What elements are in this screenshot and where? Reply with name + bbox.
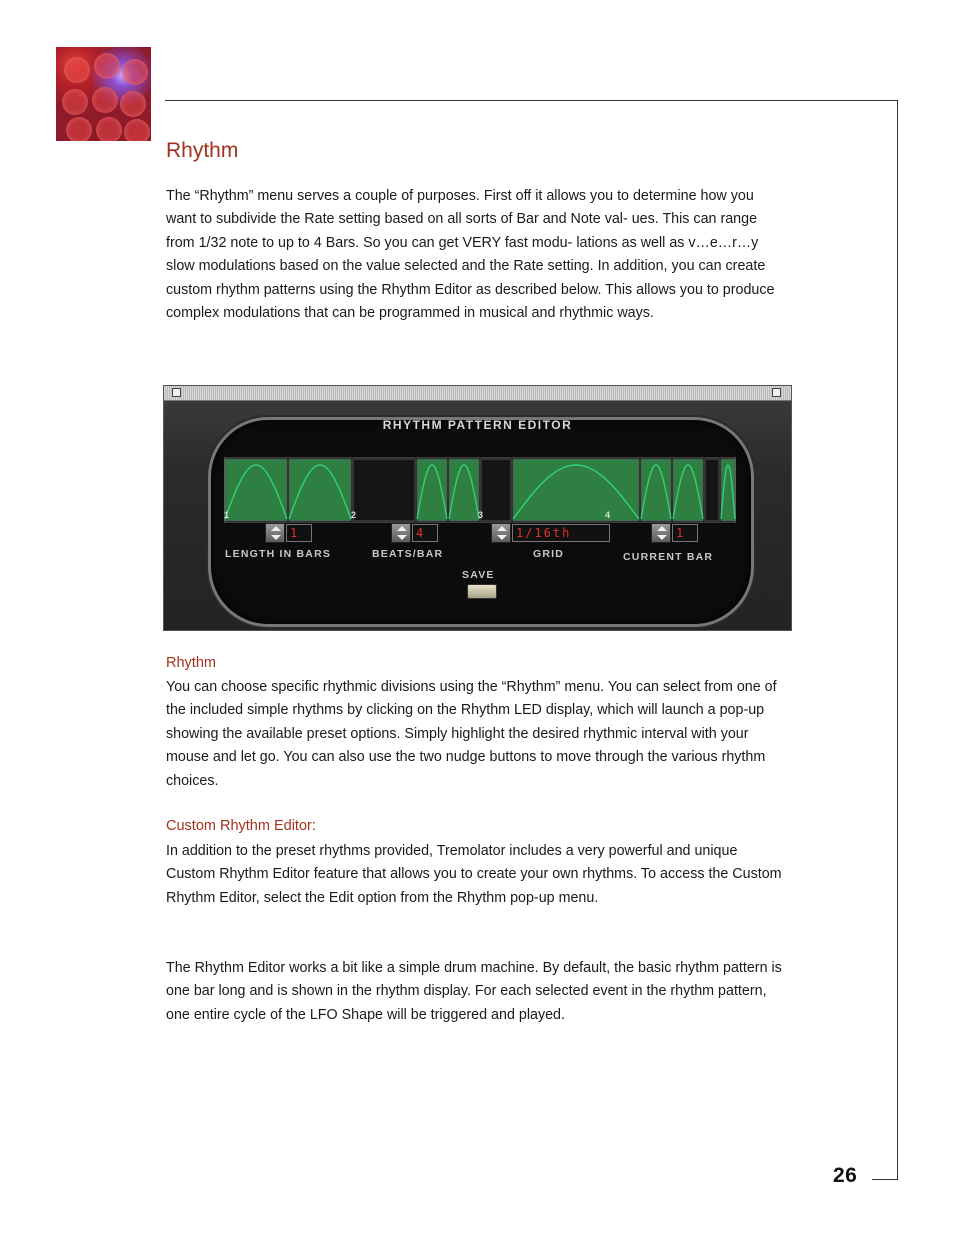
rhythm-cell[interactable]	[417, 459, 447, 521]
window-titlebar[interactable]	[164, 386, 791, 401]
intro-paragraph: The “Rhythm” menu serves a couple of purposes. First off it allows you to determine how you want to subdivide the Rate setting based on all sorts of Bar and Note val- ues. This can range from 1/32 note to up to 4 Bars. So you can get VERY fast modu- lations as well as v…e…r…y slow modulations based on the value selected and the Rate setting. In addition, you can create custom rhythm patterns using the Rhythm Editor as described below. This allows you to produce complex modulations that can be programmed in musical and rhythmic ways.	[166, 188, 775, 322]
custom-editor-paragraph-2: The Rhythm Editor works a bit like a simple drum machine. By default, the basic rhythm pattern is one bar long and is shown in the rhythm display. For each selected event in the rhythm pattern, one entire cycle of the LFO Shape will be triggered and played.	[166, 960, 782, 1023]
margin-rule	[897, 100, 898, 1180]
save-label: SAVE	[462, 569, 495, 581]
rhythm-cell[interactable]	[449, 459, 479, 521]
grid-label: GRID	[533, 548, 565, 560]
length-label: LENGTH IN BARS	[225, 548, 332, 560]
current-bar-led[interactable]: 1	[672, 524, 698, 542]
subsection-title-rhythm: Rhythm	[166, 655, 216, 671]
close-box-icon[interactable]	[172, 388, 181, 397]
page-number: 26	[833, 1164, 858, 1187]
current-bar-stepper[interactable]	[651, 523, 671, 543]
footer-rule	[872, 1179, 898, 1180]
rhythm-paragraph: You can choose specific rhythmic divisions using the “Rhythm” menu. You can select from one of the included simple rhythms by clicking on the Rhythm LED display, which will launch a pop-up showing the available preset options. Simply highlight the desired rhythmic interval with your mouse and let go. You can also use the two nudge buttons to move through the various rhythm choices.	[166, 679, 777, 789]
zoom-box-icon[interactable]	[772, 388, 781, 397]
rhythm-cell[interactable]	[513, 459, 639, 521]
length-stepper[interactable]	[265, 523, 285, 543]
grid-led[interactable]: 1/16th	[512, 524, 610, 542]
beats-stepper[interactable]	[391, 523, 411, 543]
subsection-title-custom-editor: Custom Rhythm Editor:	[166, 818, 316, 834]
bar-number-2: 2	[351, 510, 357, 520]
save-button[interactable]	[467, 584, 497, 599]
bar-number-4: 4	[605, 510, 611, 520]
rhythm-cell[interactable]	[289, 459, 351, 521]
editor-body	[164, 401, 791, 631]
custom-editor-paragraph-1: In addition to the preset rhythms provided, Tremolator includes a very powerful and unique Custom Rhythm Editor feature that allows you to create your own rhythms. To access the Custom Rhythm Editor, select the Edit option from the Rhythm pop-up menu.	[166, 843, 782, 906]
length-led[interactable]: 1	[286, 524, 312, 542]
rhythm-cell[interactable]	[673, 459, 703, 521]
header-rule	[165, 100, 898, 101]
bar-number-3: 3	[478, 510, 484, 520]
beats-label: BEATS/BAR	[372, 548, 444, 560]
bar-number-1: 1	[224, 510, 230, 520]
rhythm-cell[interactable]	[481, 459, 511, 521]
editor-title: RHYTHM PATTERN EDITOR	[382, 418, 573, 432]
beats-led[interactable]: 4	[412, 524, 438, 542]
rhythm-cell[interactable]	[705, 459, 719, 521]
rhythm-cell[interactable]	[641, 459, 671, 521]
section-title: Rhythm	[166, 139, 239, 162]
current-bar-label: CURRENT BAR	[623, 551, 714, 563]
rhythm-cell[interactable]	[225, 459, 287, 521]
grid-stepper[interactable]	[491, 523, 511, 543]
rhythm-cell[interactable]	[353, 459, 415, 521]
decorative-photo-tile	[56, 47, 151, 141]
rhythm-pattern-editor-screenshot	[163, 385, 792, 631]
